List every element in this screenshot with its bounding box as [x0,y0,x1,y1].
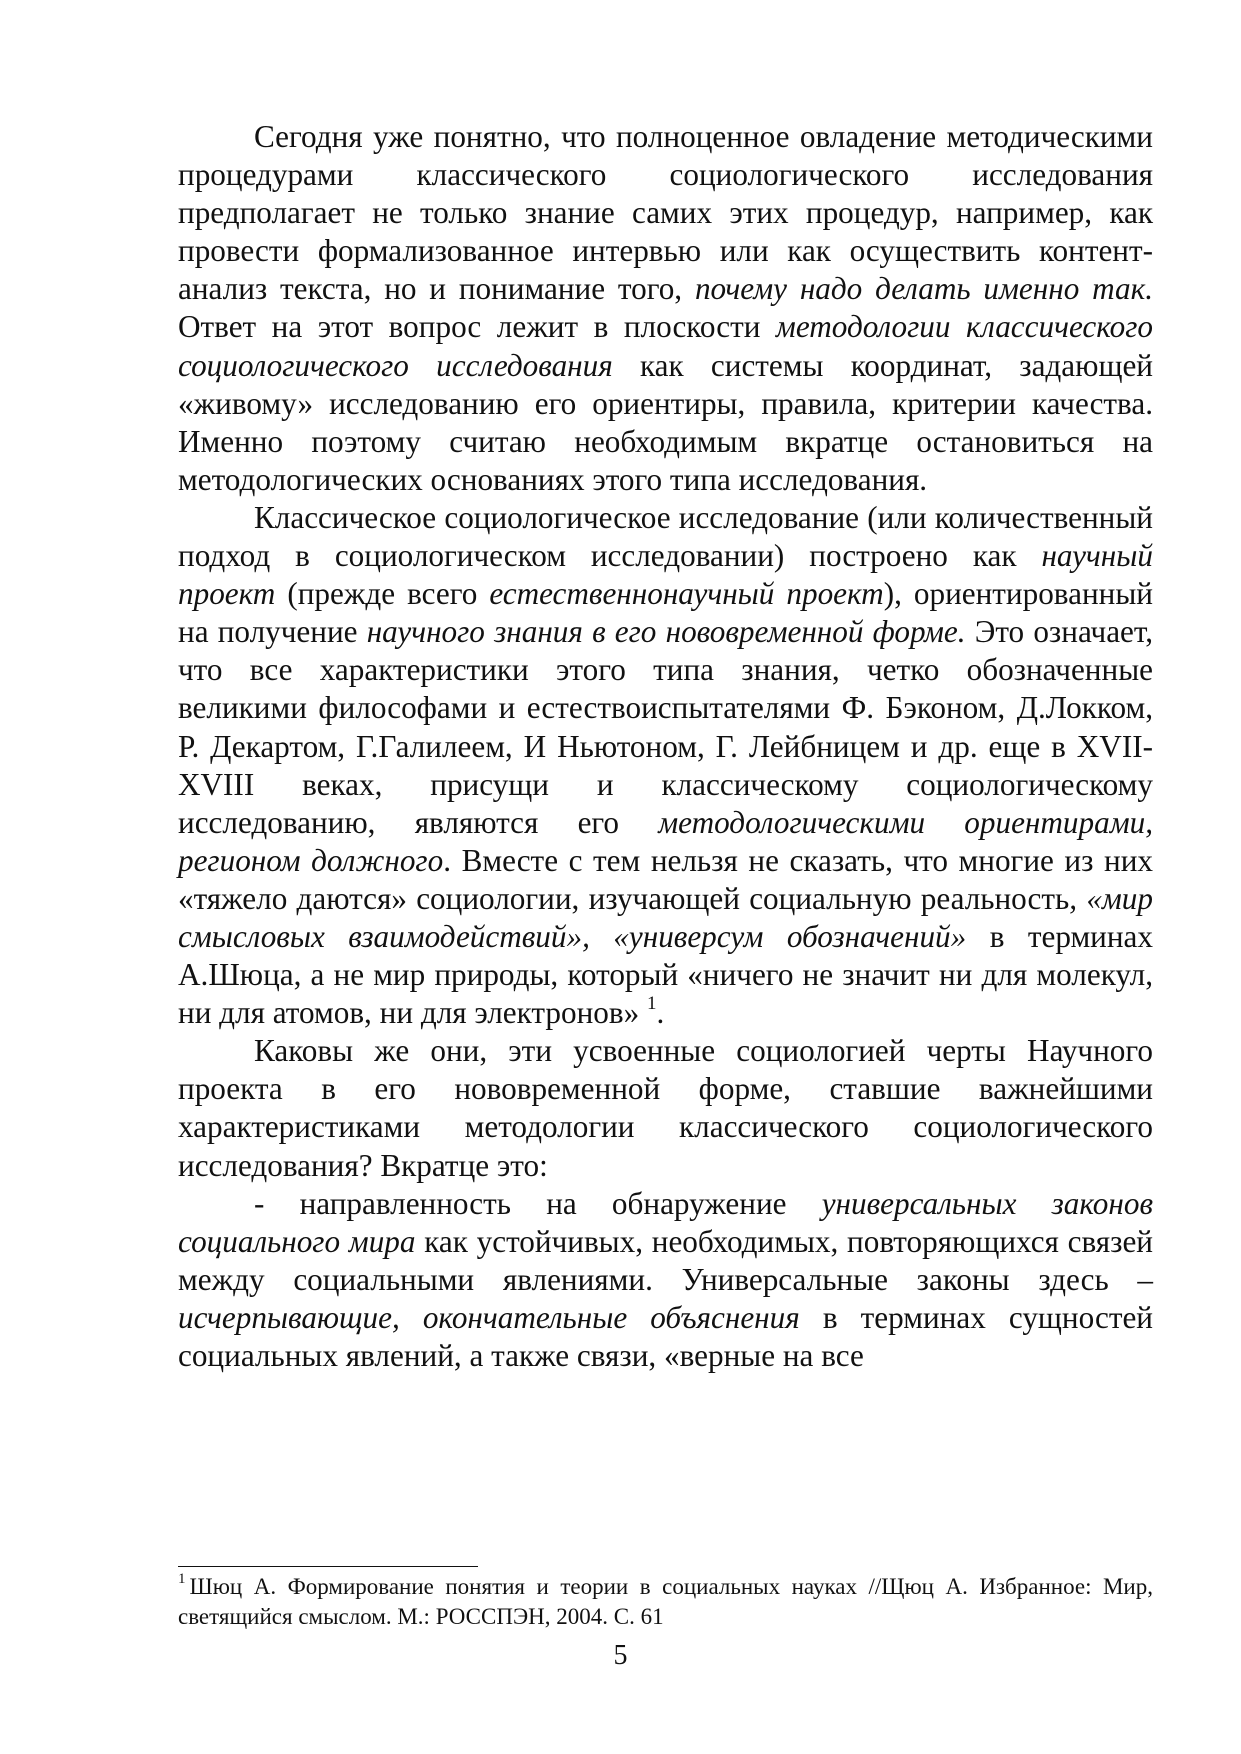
paragraph [178,499,1153,1032]
text-run: - направленность на обнаружение [254,1185,822,1221]
italic-run: научного знания в его нововременной форме. [366,614,966,650]
paragraph [178,118,1153,499]
text-run: в терминах А.Шюца, а не мир природы, который «ничего не значит ни для молекул, ни для атомов, ни для электронов» [178,918,1153,1031]
text-run: ), ориентированный на получение [178,576,1153,650]
text-run: Сегодня уже понятно, что полноценное овладение методическими процедурами классического социологического исследования предполагает не только знание самих этих процедур, например, как провести формализованное интервью или как осуществить контент-анализ текста, но и понимание того, [178,119,1153,307]
text-run: Ответ на этот вопрос лежит в плоскости [178,309,776,345]
italic-run: универсальных законов социального мира [178,1185,1153,1259]
text-run: . Вместе с тем нельзя не сказать, что многие из них «тяжело даются» социологии, изучающей социальную реальность [178,842,1153,916]
footnote-text: Шюц А. Формирование понятия и теории в социальных науках //Щюц А. Избранное: Мир, светящийся смыслом. М.: РОССПЭН, 2004. С. 61 [178,1574,1153,1629]
italic-run: методологии классического социологического исследования [178,309,1153,383]
paragraph [178,1032,1153,1184]
italic-run: научный проект [178,538,1153,612]
footnote-marker: 1 [178,1571,186,1588]
footnote [178,1572,1153,1632]
italic-run: , «мир смысловых взаимодействий», «универсум обозначений» [178,880,1153,954]
text-run: как системы координат, задающей «живому» исследованию его ориентиры, правила, критерии качества. Именно поэтому считаю необходимым вкратце остановиться на методологических основаниях этого типа исследования. [178,347,1153,497]
italic-run: исчерпывающие, окончательные объяснения [178,1299,800,1335]
text-run: . [656,995,665,1031]
footnote-reference: 1 [646,992,657,1014]
italic-run: методологическими ориентирами, регионом должного [178,804,1153,878]
page-number: 5 [613,1640,628,1671]
text-run: в терминах сущностей социальных явлений, а также связи, «верные на все [178,1299,1153,1373]
footnote-separator [178,1566,478,1567]
italic-run: естественнонаучный проект [489,576,884,612]
text-run: Каковы же они, эти усвоенные социологией черты Научного проекта в его нововременной форме, ставшие важнейшими характеристиками методологии классического социологического исследования? Вкратце это: [178,1033,1153,1183]
main-text [178,118,1153,1375]
text-run: как устойчивых, необходимых, повторяющихся связей между социальными явлениями. Универсальные законы здесь – [178,1223,1153,1297]
paragraph [178,1185,1153,1375]
text-run: Это означает, что все характеристики этого типа знания, четко обозначенные великими философами и естествоиспытателями Ф. Бэконом, Д.Локком, Р. Декартом, Г.Галилеем, И Ньютоном, Г. Лейбницем и др. еще в XVII- XVIII веках, присущи и классическому социологическому исследованию, являются его [178,614,1153,840]
italic-run: почему надо делать именно так. [694,271,1153,307]
text-run: (прежде всего [275,576,490,612]
text-run: Классическое социологическое исследование (или количественный подход в социологическом исследовании) построено как [178,499,1153,574]
